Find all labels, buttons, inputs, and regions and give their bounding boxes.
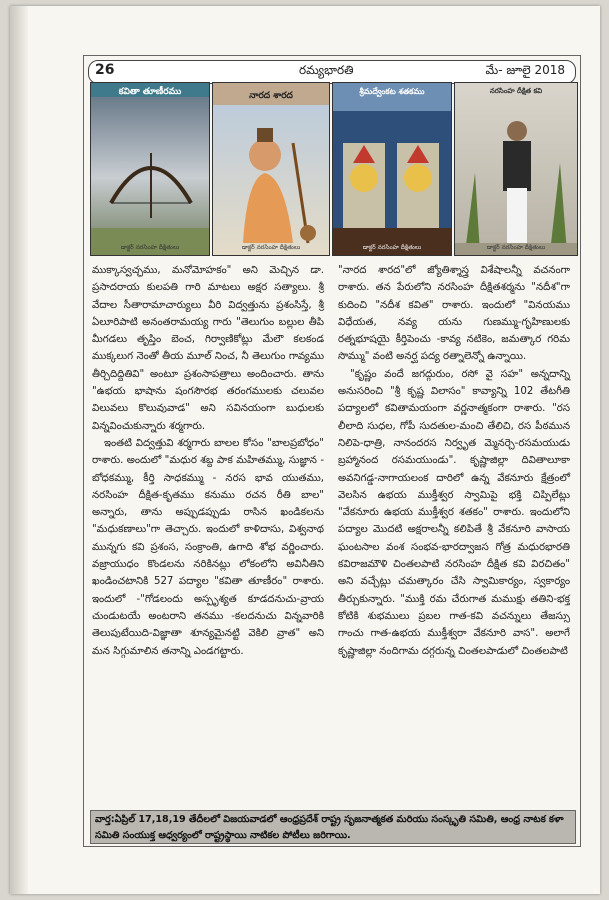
book-cover-narada-sharada <box>212 82 330 256</box>
cloud-bow-illustration <box>91 83 209 255</box>
magazine-name: రమ్యభారతి <box>299 63 354 77</box>
paragraph: "నారద శారద"లో జ్యోతిశ్శాస్త్ర విశేషాలన్నీ వచనంగా రాశారు. తన పేరులోని నరసింహ దీక్షితశర్మను "నదీశ"గా కుదించి "నదీశ కవిత" రాశారు. ఇందులో "వినయము విధేయత, నవ్య యను గుణమ్ము-గృహిణులకు రత్నభూషయై కీర్తిపెంచు -కావ్య నటికెం, జమత్కార గరిమ సొమ్ము" వంటి అనర్ఘ పద్య రత్నాలెన్నో ఉన్నాయి. <box>338 265 570 363</box>
paragraph: ఇంతటి విద్వత్తువి శర్మగారు బాలల కోసం "బాలప్రబోధం" రాశారు. అందులో "మధుర శబ్ద పాక మహితమ్ము, సుజ్ఞాన - బోధకమ్ము, కీర్తి సాధకమ్ము - నరస భావ యుతము, నరసింహ దీక్షిత-కృతము కనుము రచన రీతి బాల" అన్నారు, తాను అప్పుడప్పుడు రాసిన ఖండికలను "మధుకణాలు"గా తెచ్చారు. ఇందులో కాళిదాసు, విశ్వనాథ మున్నగు కవి ప్రశంస, సంక్రాంతి, ఉగాది శోభ వర్ణించారు. వజ్రాయుధం కొండలను నరికినట్లు లోకంలోని అవినీతిని ఖండించటానికి 527 పద్యాల "కవితా తూణీరం" రాశారు. ఇందులో -"గోడలందు అస్పృశ్యత కూడదనుచు-వ్రాయ చుండుటయే అంటరాని తనము -కలదనుచు విన్నవారికి తెలుపుటేయిది-విజ్ఞాతా శూన్యమైనట్టి వెకిలి వ్రాత" అని మన సిగ్గుమాలిన తనాన్ని ఎండగట్టారు. <box>92 437 324 657</box>
book-cover-kavitha-thuniram <box>90 82 210 256</box>
issue-date: మే- జూలై 2018 <box>485 63 565 77</box>
cover-caption: డాక్టర్ నరసింహ దీక్షితులు <box>120 244 180 251</box>
page-header <box>88 60 576 84</box>
cover-caption: డాక్టర్ నరసింహ దీక్షితులు <box>241 244 301 251</box>
temple-idols-illustration <box>333 83 451 255</box>
cover-title: నారద శారద <box>249 91 293 101</box>
cover-title: నరసింహ దీక్షిత కవి <box>489 87 543 95</box>
cover-caption: డాక్టర్ నరసింహ దీక్షితులు <box>362 244 422 251</box>
paragraph: "కృష్ణం వందే జగద్గురుం, రసో వై సహ" అన్నదాన్ని అనుసరించి "శ్రీ కృష్ణ విలాసం" కావ్యాన్ని 102 తేటగీతి పద్యాలలో కవితామయంగా వర్ణనాత్మకంగా రాశారు. "రస లీలాది సుధల, గోపీ సుదతుల-మంచి తేలిచి, రస పీఠమున నిలిపె-ధాత్రి, నానందరస నిర్వృత మ్మెనర్చె-రసమయుడు బ్రహ్మానంద రసమయుండు". కృష్ణాజిల్లా దివితాలూకా అవనిగడ్డ-నాగాయలంక దారిలో ఉన్న వేకనూరు క్షేత్రంలో వెలసిన ఉభయ ముక్తీశ్వర స్వామిపై భక్తి చిప్పిలేట్లు "వేకనూరు ఉభయ ముక్తీశ్వర శతకం" రాశారు. ఇందులోని పద్యాల మొదటి అక్షరాలన్నీ కలిపితే శ్రీ వేకనూరి వాసాయ ఘంటసాల వంశ సంభవ-భారద్వాజస గోత్ర మధురభారతి కవిరాజమౌళి చింతలపాటి నరసింహ దీక్షిత కవి విరచితం" అని వచ్చేట్లు చమత్కారం చేసి స్వామికార్యం, స్వకార్యం తీర్చుకున్నారు. "ముక్తి రమ చేరుగాత మముక్షు తతిని-భక్త కోటికి శుభములు ప్రబల గాత-కవి వచన్నులు తేజస్సు గాంచు గాత-ఉభయ ముక్తీశ్వరా వేకనూరి వాస". అలాగే కృష్ణాజిల్లా నందిగామ దగ్గరున్న చింతలపాడులో చింతలపాటి <box>338 368 570 657</box>
paragraph: ముక్కాస్వచ్ఛము, మనోమోహకం" అని మెచ్చిన డా. ప్రసాదరాయ కులపతి గారి మాటలు అక్షర సత్యాలు. శ్రీ వేదాల సీతారామాచార్యులు వీరి విద్వత్తును ప్రశంసిస్తే, శ్రీ ఏలూరిపాటి అనంతరామయ్య గారు "తెలుగుం బల్లుల తీపి మీగడలు తృప్తిం బెంచ, గిర్వాణికోట్లు మేలౌ కలకండ ముక్కలుగ నెంతో తీయ మూల్ నించ, నీ తెలుగుం గావ్యము తీర్చిదిద్దితివి" అంటూ ప్రశంసాపత్రాలు అందించారు. తాను "ఉభయ భాషాను షంగసౌరభ తరంగములకు చలువల విలువలు కొలువువాడ" అని సవినయంగా బుధులకు విన్నవించుకున్నారు శర్మగారు. <box>92 265 324 432</box>
book-covers-strip <box>90 82 576 256</box>
article-column-left <box>92 262 324 660</box>
news-notice-box: వార్త:ఏప్రిల్ 17,18,19 తేదీలలో విజయవాడలో ఆంధ్రప్రదేశ్ రాష్ట్ర సృజనాత్మకత మరియు సంస్కృతి సమితి, ఆంధ్ర నాటక కళా సమితి సంయుక్త ఆధ్వర్యంలో రాష్ట్రస్థాయి నాటికల పోటీలు జరిగాయి. <box>90 810 576 844</box>
page-number: 26 <box>95 62 115 78</box>
scanned-page-edge <box>10 6 28 894</box>
cover-title: కవితా తూణీరము <box>118 87 182 97</box>
narada-illustration <box>213 83 329 255</box>
book-cover-venkata-shatakam <box>332 82 452 256</box>
cover-title: శ్రీమద్వేంకట శతకము <box>359 87 425 96</box>
author-portrait <box>455 83 577 255</box>
article-column-right <box>338 262 570 660</box>
book-cover-author-photo <box>454 82 578 256</box>
cover-caption: డాక్టర్ నరసింహ దీక్షితులు <box>486 244 546 251</box>
